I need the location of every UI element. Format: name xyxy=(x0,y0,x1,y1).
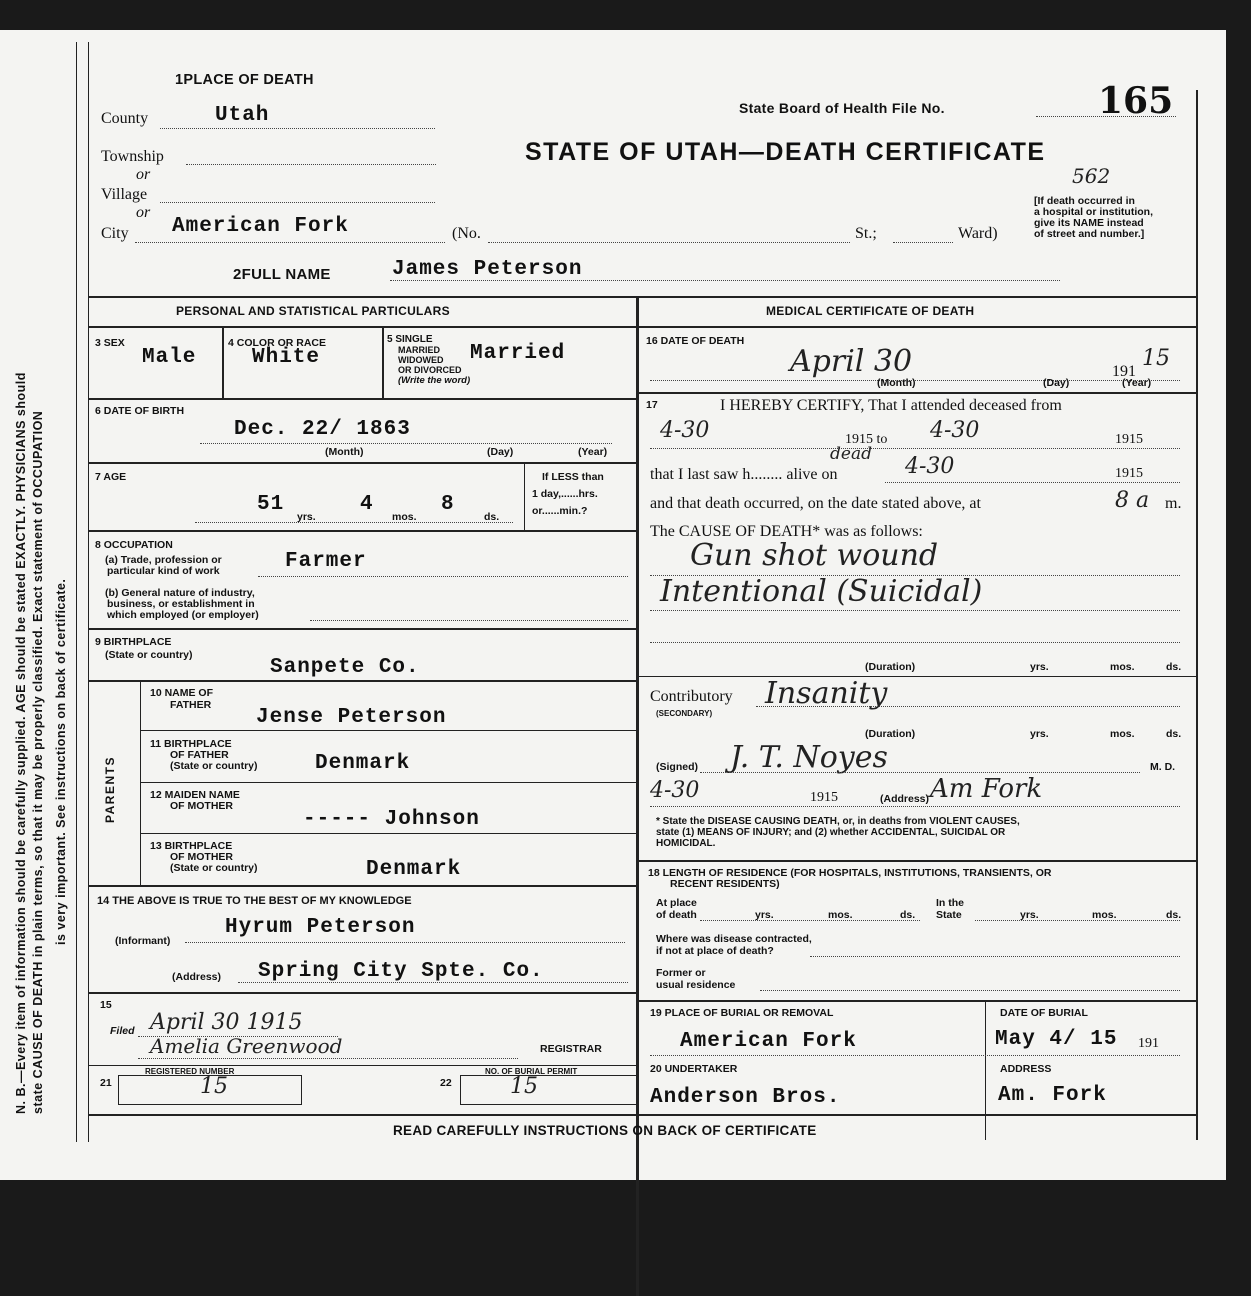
reg-number-label: REGISTERED NUMBER xyxy=(145,1067,235,1076)
duration-yrs-2: yrs. xyxy=(1030,728,1049,740)
hospital-note-1: [If death occurred in xyxy=(1034,195,1135,207)
reg-number-prefix: 21 xyxy=(100,1077,112,1089)
or-label: or xyxy=(136,204,151,221)
burial-value: American Fork xyxy=(680,1030,857,1053)
attended-to: 4-30 xyxy=(930,418,980,443)
last-saw-year: 1915 xyxy=(1115,466,1143,481)
at-place-1: At place xyxy=(656,897,697,909)
full-name-label: 2FULL NAME xyxy=(233,266,331,283)
burial-permit-prefix: 22 xyxy=(440,1077,452,1089)
duration-label: (Duration) xyxy=(865,661,916,673)
residence-label-2: RECENT RESIDENTS) xyxy=(670,878,780,890)
no-label: (No. xyxy=(452,225,481,242)
in-state-2: State xyxy=(936,909,962,921)
undertaker-address-label: ADDRESS xyxy=(1000,1063,1052,1075)
mother-value: ----- Johnson xyxy=(303,808,480,831)
undertaker-address: Am. Fork xyxy=(998,1084,1107,1107)
sex-value: Male xyxy=(142,346,197,369)
mother-label-2: OF MOTHER xyxy=(170,800,233,812)
father-bp-value: Denmark xyxy=(315,752,411,775)
ds-label: ds. xyxy=(484,511,500,523)
informant-sub: (Informant) xyxy=(115,935,171,947)
signed-address-label: (Address) xyxy=(880,793,930,805)
duration-ds: ds. xyxy=(1166,661,1182,673)
medical-section-title: MEDICAL CERTIFICATE OF DEATH xyxy=(766,304,975,318)
occupation-a-2: particular kind of work xyxy=(107,565,220,577)
burial-date-label: DATE OF BURIAL xyxy=(1000,1007,1088,1019)
color-label: 4 COLOR OR RACE xyxy=(228,337,327,349)
undertaker-label: 20 UNDERTAKER xyxy=(650,1063,738,1075)
father-label-1: 10 NAME OF xyxy=(150,687,214,699)
contributory-label: Contributory xyxy=(650,688,733,705)
village-label: Village xyxy=(101,186,148,203)
occupation-b-3: which employed (or employer) xyxy=(107,609,259,621)
birthplace-label: 9 BIRTHPLACE xyxy=(95,636,172,648)
hospital-note-2: a hospital or institution, xyxy=(1034,206,1153,218)
center-divider xyxy=(636,296,639,1296)
in-state-ds: ds. xyxy=(1166,909,1182,921)
contracted-2: if not at place of death? xyxy=(656,945,774,957)
duration-mos: mos. xyxy=(1110,661,1135,673)
contracted-1: Where was disease contracted, xyxy=(656,933,812,945)
filed-value: April 30 1915 xyxy=(150,1010,303,1035)
county-label: County xyxy=(101,110,149,127)
hospital-note-3: give its NAME instead xyxy=(1034,217,1144,229)
at-place-ds: ds. xyxy=(900,909,916,921)
certify-text: I HEREBY CERTIFY, That I attended deceased from xyxy=(720,397,1062,414)
informant-address: Spring City Spte. Co. xyxy=(258,960,544,983)
dod-value: April 30 xyxy=(790,344,913,379)
age-label: 7 AGE xyxy=(95,471,127,483)
birthplace-value: Sanpete Co. xyxy=(270,656,420,679)
signed-year: 1915 xyxy=(810,790,838,805)
registrar-signature: Amelia Greenwood xyxy=(150,1034,343,1058)
burial-date-value: May 4/ 15 xyxy=(995,1028,1118,1051)
st-label: St.; xyxy=(855,225,877,242)
sex-label: 3 SEX xyxy=(95,337,125,349)
hospital-note-4: of street and number.] xyxy=(1034,228,1145,240)
dod-label: 16 DATE OF DEATH xyxy=(646,335,745,347)
side-note-line1: N. B.—Every item of information should be carefully supplied. AGE should be stated EXACTLY. PHYSICIANS should xyxy=(14,372,28,1114)
age-months: 4 xyxy=(360,493,374,516)
m-label: m. xyxy=(1165,495,1182,512)
signed-value: J. T. Noyes xyxy=(730,740,888,775)
or-label: or xyxy=(136,166,151,183)
cause-line-1: Gun shot wound xyxy=(690,538,939,573)
parents-label: PARENTS xyxy=(103,756,117,823)
father-bp-2: OF FATHER xyxy=(170,749,229,761)
mother-bp-value: Denmark xyxy=(366,858,462,881)
contributory-value: Insanity xyxy=(765,676,888,711)
in-state-yrs: yrs. xyxy=(1020,909,1039,921)
burial-label: 19 PLACE OF BURIAL OR REMOVAL xyxy=(650,1007,834,1019)
occupation-b-1: (b) General nature of industry, xyxy=(105,587,255,599)
mother-bp-3: (State or country) xyxy=(170,862,258,874)
father-bp-3: (State or country) xyxy=(170,760,258,772)
last-saw-date: 4-30 xyxy=(905,454,955,479)
occupation-value: Farmer xyxy=(285,550,367,573)
signed-label: (Signed) xyxy=(656,761,698,773)
footnote-1: * State the DISEASE CAUSING DEATH, or, in deaths from VIOLENT CAUSES, xyxy=(656,816,1020,827)
ward-label: Ward) xyxy=(958,225,998,242)
footnote-3: HOMICIDAL. xyxy=(656,838,716,849)
dod-day-label: (Day) xyxy=(1043,377,1070,389)
filed-number: 15 xyxy=(100,999,112,1011)
last-saw-hand: dead xyxy=(830,444,872,464)
address-sub: (Address) xyxy=(172,971,222,983)
age-years: 51 xyxy=(257,493,285,516)
color-value: White xyxy=(252,346,321,369)
former-1: Former or xyxy=(656,967,706,979)
burial-date-suffix: 191 xyxy=(1138,1036,1159,1051)
dob-value: Dec. 22/ 1863 xyxy=(234,418,411,441)
place-of-death-label: 1PLACE OF DEATH xyxy=(175,72,314,88)
occupation-a-1: (a) Trade, profession or xyxy=(105,554,222,566)
dob-label: 6 DATE OF BIRTH xyxy=(95,405,185,417)
at-place-2: of death xyxy=(656,909,697,921)
former-2: usual residence xyxy=(656,979,736,991)
county-value: Utah xyxy=(215,104,270,127)
less-than-2: 1 day,......hrs. xyxy=(532,488,598,500)
occupation-b-2: business, or establishment in xyxy=(107,598,255,610)
dob-day-label: (Day) xyxy=(487,446,514,458)
mother-bp-2: OF MOTHER xyxy=(170,851,233,863)
duration-yrs: yrs. xyxy=(1030,661,1049,673)
less-than-3: or......min.? xyxy=(532,505,588,517)
at-place-yrs: yrs. xyxy=(755,909,774,921)
dob-month-label: (Month) xyxy=(325,446,364,458)
undertaker-value: Anderson Bros. xyxy=(650,1086,841,1109)
burial-permit-value: 15 xyxy=(510,1074,538,1099)
occurred-time: 8 a xyxy=(1115,488,1150,513)
occurred-text: and that death occurred, on the date stated above, at xyxy=(650,495,981,512)
mother-bp-1: 13 BIRTHPLACE xyxy=(150,840,233,852)
dod-month-label: (Month) xyxy=(877,377,916,389)
margin-line xyxy=(88,42,89,1142)
marital-label-1: 5 SINGLE xyxy=(387,334,433,345)
side-note-line2: state CAUSE OF DEATH in plain terms, so that it may be properly classified. Exact statement of OCCUPATION xyxy=(31,410,45,1114)
footnote-2: state (1) MEANS OF INJURY; and (2) whether ACCIDENTAL, SUICIDAL OR xyxy=(656,827,1006,838)
personal-section-title: PERSONAL AND STATISTICAL PARTICULARS xyxy=(176,304,450,318)
file-no-label: State Board of Health File No. xyxy=(739,100,945,116)
cause-label: The CAUSE OF DEATH* was as follows: xyxy=(650,523,923,540)
duration-mos-2: mos. xyxy=(1110,728,1135,740)
marital-label-4: OR DIVORCED xyxy=(398,365,462,375)
dod-year-label: (Year) xyxy=(1122,377,1152,389)
certificate-title: STATE OF UTAH—DEATH CERTIFICATE xyxy=(525,138,1046,166)
registrar-label: REGISTRAR xyxy=(540,1043,602,1055)
burial-permit-label: NO. OF BURIAL PERMIT xyxy=(485,1067,578,1076)
in-state-1: In the xyxy=(936,897,964,909)
age-days: 8 xyxy=(441,493,455,516)
dob-year-label: (Year) xyxy=(578,446,608,458)
attended-from: 4-30 xyxy=(660,418,710,443)
margin-line xyxy=(76,42,77,1142)
md-label: M. D. xyxy=(1150,761,1176,773)
secondary-label: (SECONDARY) xyxy=(656,709,713,718)
informant-label: 14 THE ABOVE IS TRUE TO THE BEST OF MY KNOWLEDGE xyxy=(97,895,412,907)
marital-label-2: MARRIED xyxy=(398,345,440,355)
in-state-mos: mos. xyxy=(1092,909,1117,921)
certify-number: 17 xyxy=(646,399,658,411)
last-saw-text: that I last saw h........ alive on xyxy=(650,466,838,483)
file-no-value: 165 xyxy=(1098,80,1174,122)
father-bp-1: 11 BIRTHPLACE xyxy=(150,738,232,750)
father-value: Jense Peterson xyxy=(256,706,447,729)
burial-permit-box xyxy=(460,1075,638,1105)
duration-label-2: (Duration) xyxy=(865,728,916,740)
right-border xyxy=(1196,90,1198,1140)
city-value: American Fork xyxy=(172,215,349,238)
reg-number-value: 15 xyxy=(200,1074,228,1099)
duration-ds-2: ds. xyxy=(1166,728,1182,740)
secondary-number: 562 xyxy=(1072,164,1111,188)
dod-year-prefix: 191 xyxy=(1112,363,1136,380)
father-label-2: FATHER xyxy=(170,699,212,711)
less-than-1: If LESS than xyxy=(542,471,604,483)
dod-year: 15 xyxy=(1142,346,1170,371)
filed-label: Filed xyxy=(110,1025,135,1037)
marital-value: Married xyxy=(470,342,566,365)
mos-label: mos. xyxy=(392,511,417,523)
marital-label-3: WIDOWED xyxy=(398,355,444,365)
side-note-line3: is very important. See instructions on back of certificate. xyxy=(54,578,68,945)
signed-date: 4-30 xyxy=(650,778,700,803)
signed-address: Am Fork xyxy=(930,774,1043,804)
mother-label-1: 12 MAIDEN NAME xyxy=(150,789,240,801)
marital-label-5: (Write the word) xyxy=(398,375,471,386)
residence-label-1: 18 LENGTH OF RESIDENCE (FOR HOSPITALS, INSTITUTIONS, TRANSIENTS, OR xyxy=(648,867,1052,879)
death-certificate xyxy=(0,30,1226,1180)
at-place-mos: mos. xyxy=(828,909,853,921)
informant-value: Hyrum Peterson xyxy=(225,916,416,939)
yrs-label: yrs. xyxy=(297,511,316,523)
city-label: City xyxy=(101,225,129,242)
attended-mid: 1915 to xyxy=(845,432,888,447)
birthplace-sub: (State or country) xyxy=(105,649,193,661)
attended-year: 1915 xyxy=(1115,432,1143,447)
township-label: Township xyxy=(101,148,164,165)
occupation-label: 8 OCCUPATION xyxy=(95,539,173,551)
full-name-value: James Peterson xyxy=(392,258,583,281)
cause-line-2: Intentional (Suicidal) xyxy=(660,574,983,609)
footer-instructions: READ CAREFULLY INSTRUCTIONS ON BACK OF CERTIFICATE xyxy=(393,1123,817,1138)
